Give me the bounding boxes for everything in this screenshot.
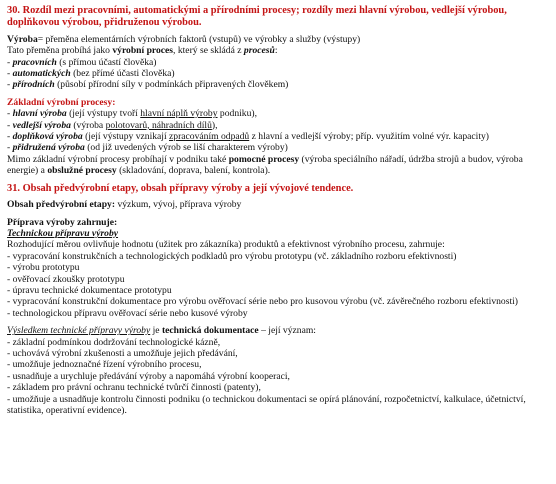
- list-item: - hlavní výroba (její výstupy tvoří hlavní náplň výroby podniku),: [7, 108, 257, 120]
- list-item: - přírodních (působí přírodní síly v podmínkách připravených člověkem): [7, 79, 289, 91]
- work-processes-term: pracovních: [12, 56, 57, 68]
- auxiliary-processes-paragraph: Mimo základní výrobní procesy probíhají v podniku také pomocné procesy (výroba speciálního nářadí, údržba strojů a budov, výroba energie) a obslužné procesy (skladování, doprava, balení, kontrola).: [7, 153, 523, 177]
- list-item: - usnadňuje a urychluje předávání výroby a napomáhá výrobní kooperaci,: [7, 370, 290, 382]
- list-item: - umožňuje a usnadňuje kontrolu činnosti podniku (o technickou dokumentaci se opírá plánování, rozpočetnictví, kalkulace, účetnictví, statistika, operativní evidence).: [7, 393, 526, 416]
- list-item: - vedlejší výroba (výroba polotovarů, náhradních dílů),: [7, 119, 218, 131]
- technical-preparation-intro: Rozhodující měrou ovlivňuje hodnotu (užitek pro zákazníka) produktů a efektivnost výrobního procesu, zahrnuje:: [7, 239, 445, 251]
- list-item: - přidružená výroba (od již uvedených výrob se liší charakterem výroby): [7, 142, 288, 154]
- production-process-term: výrobní proces: [112, 45, 174, 57]
- list-item: - uchovává výrobní zkušenosti a umožňuje jejich předávání,: [7, 347, 238, 359]
- process-intro: Tato přeměna probíhá jako výrobní proces, který se skládá z procesů:: [7, 45, 278, 57]
- section-31-heading: 31. Obsah předvýrobní etapy, obsah přípravy výroby a její vývojové tendence.: [7, 182, 354, 194]
- list-item: - výrobu prototypu: [7, 262, 80, 274]
- list-item: - pracovních (s přímou účastí člověka): [7, 56, 157, 68]
- documentation-significance: Výsledkem technické přípravy výroby je technická dokumentace – její význam:: [7, 325, 316, 337]
- list-item: - základní podmínkou dodržování technologické kázně,: [7, 336, 221, 348]
- preparation-heading: Příprava výroby zahrnuje:: [7, 216, 118, 228]
- list-item: - automatických (bez přímé účasti člověka): [7, 68, 175, 80]
- technical-preparation-heading: Technickou přípravu výroby: [7, 227, 119, 239]
- production-definition: [7, 34, 550, 45]
- processes-term: procesů: [243, 45, 275, 57]
- section-30-heading: 30. Rozdíl mezi pracovními, automatickými a přírodními procesy; rozdíly mezi hlavní výrobou, vedlejší výrobou, doplňkovou výrobou, přidruženou výrobou.: [7, 5, 507, 29]
- list-item: - vypracování konstrukční dokumentace pro výrobu ověřovací série nebo pro kusovou výrobu (vč. závěrečného rozboru efektivnosti): [7, 296, 518, 308]
- preproduction-content: Obsah předvýrobní etapy: výzkum, vývoj, příprava výroby: [7, 199, 242, 211]
- list-item: - doplňková výroba (její výstupy vznikají zpracováním odpadů z hlavní a vedlejší výroby; příp. využitím volné výr. kapacity): [7, 131, 490, 143]
- list-item: - ověřovací zkoušky prototypu: [7, 273, 125, 285]
- production-definition-text: = přeměna elementárních výrobních faktorů (vstupů) ve výrobky a služby (výstupy): [37, 33, 361, 45]
- basic-processes-heading: Základní výrobní procesy:: [7, 96, 116, 108]
- list-item: - vypracování konstrukčních a technologických podkladů pro výrobu prototypu (vč. základního rozboru efektivnosti): [7, 250, 457, 262]
- list-item: - základem pro právní ochranu technické tvůrčí činnosti (patenty),: [7, 382, 261, 394]
- list-item: - úpravu technické dokumentace prototypu: [7, 284, 172, 296]
- list-item: - umožňuje jednoznačné řízení výrobního procesu,: [7, 359, 202, 371]
- production-term: Výroba: [7, 33, 38, 45]
- automatic-processes-term: automatických: [12, 68, 71, 80]
- natural-processes-term: přírodních: [12, 79, 55, 91]
- list-item: - technologickou přípravu ověřovací série nebo kusové výroby: [7, 307, 248, 319]
